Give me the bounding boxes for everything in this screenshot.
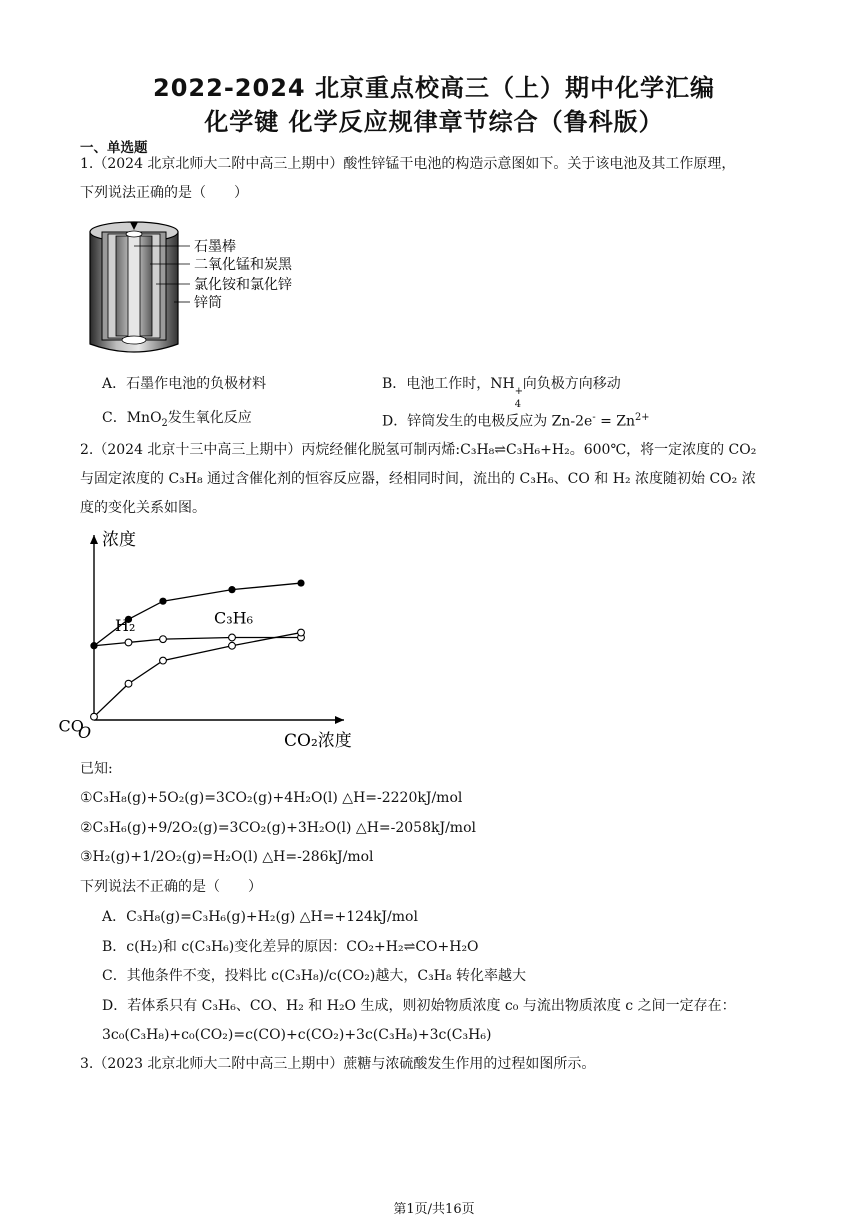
q2-option-c[interactable]: C．其他条件不变，投料比 c(C₃H₈)/c(CO₂)越大，C₃H₈ 转化率越大 (102, 968, 526, 984)
data-point (229, 642, 236, 649)
q1-stem-line2: 下列说法正确的是（ ） (80, 185, 248, 201)
q3-stem-line1: 3.（2023 北京北师大二附中高三上期中）蔗糖与浓硫酸发生作用的过程如图所示。 (80, 1056, 596, 1072)
series-label-1: H₂ (115, 616, 136, 636)
q2-stem-line1: 2.（2024 北京十三中高三上期中）丙烷经催化脱氢可制丙烯:C₃H₈⇌C₃H₆+H₂。600℃，将一定浓度的 CO₂ (80, 442, 757, 458)
label-nh4cl-zncl2: 氯化铵和氯化锌 (194, 277, 292, 293)
q2-equation-1: ①C₃H₈(g)+5O₂(g)=3CO₂(g)+4H₂O(l) △H=-2220kJ/mol (80, 790, 463, 806)
y-axis-label: 浓度 (102, 530, 136, 550)
data-point (298, 629, 305, 636)
q1-stem-line1: 1.（2024 北京北师大二附中高三上期中）酸性锌锰干电池的构造示意图如下。关于该电池及其工作原理， (80, 156, 736, 172)
data-point (159, 598, 166, 605)
series-label-0: C₃H₆ (214, 608, 254, 628)
x-axis-arrow (335, 716, 344, 724)
data-point (125, 639, 132, 646)
battery-diagram (86, 212, 306, 362)
data-point (160, 657, 167, 664)
series-line-2 (94, 633, 301, 717)
q2-option-d[interactable]: D．若体系只有 C₃H₆、CO、H₂ 和 H₂O 生成，则初始物质浓度 c₀ 与流出物质浓度 c 之间一定存在： (102, 998, 736, 1014)
label-zinc-can: 锌筒 (194, 295, 222, 311)
page-title-line1: 2022-2024 北京重点校高三（上）期中化学汇编 (153, 74, 715, 102)
label-mno2-carbon: 二氧化锰和炭黑 (194, 257, 292, 273)
data-point (91, 713, 98, 720)
data-point (229, 634, 236, 641)
concentration-chart (58, 520, 372, 755)
q1-option-b[interactable]: B．电池工作时，NH + 4 向负极方向移动 (382, 376, 621, 410)
origin-label: O (78, 723, 92, 742)
section-heading: 一、单选题 (80, 140, 148, 156)
page-footer: 第1页/共16页 (393, 1202, 475, 1217)
x-axis-label: CO₂浓度 (284, 731, 352, 751)
q2-option-a[interactable]: A．C₃H₈(g)=C₃H₆(g)+H₂(g) △H=+124kJ/mol (102, 909, 418, 925)
q1-option-c[interactable]: C．MnO$_2$发生氧化反应 (102, 410, 252, 429)
q2-stem-line2: 与固定浓度的 C₃H₈ 通过含催化剂的恒容反应器，经相同时间，流出的 C₃H₆、CO 和 H₂ 浓度随初始 CO₂ 浓 (80, 471, 756, 487)
q1-option-a[interactable]: A．石墨作电池的负极材料 (102, 376, 267, 392)
data-point-start (90, 642, 97, 649)
q2-ask: 下列说法不正确的是（ ） (80, 879, 262, 895)
q2-option-d-cont: 3c₀(C₃H₈)+c₀(CO₂)=c(CO)+c(CO₂)+3c(C₃H₈)+3c(C₃H₆) (102, 1027, 492, 1043)
label-graphite-rod: 石墨棒 (194, 239, 236, 255)
data-point (297, 579, 304, 586)
q1-option-d[interactable]: D．锌筒发生的电极反应为 $Zn-2e^- = Zn^{2+}$ (382, 412, 650, 430)
data-point (228, 586, 235, 593)
q2-option-b[interactable]: B．c(H₂)和 c(C₃H₆)变化差异的原因：CO₂+H₂⇌CO+H₂O (102, 939, 479, 955)
q2-stem-line3: 度的变化关系如图。 (80, 500, 206, 516)
q2-equation-2: ②C₃H₆(g)+9/2O₂(g)=3CO₂(g)+3H₂O(l) △H=-2058kJ/mol (80, 820, 476, 836)
data-point (160, 636, 167, 643)
data-point (125, 680, 132, 687)
series-line-0 (94, 583, 301, 646)
q2-known-label: 已知: (80, 761, 113, 777)
y-axis-arrow (90, 535, 98, 544)
series-label-2: CO (58, 716, 84, 736)
page-title-line2: 化学键 化学反应规律章节综合（鲁科版） (204, 108, 664, 136)
q2-equation-3: ③H₂(g)+1/2O₂(g)=H₂O(l) △H=-286kJ/mol (80, 849, 374, 865)
